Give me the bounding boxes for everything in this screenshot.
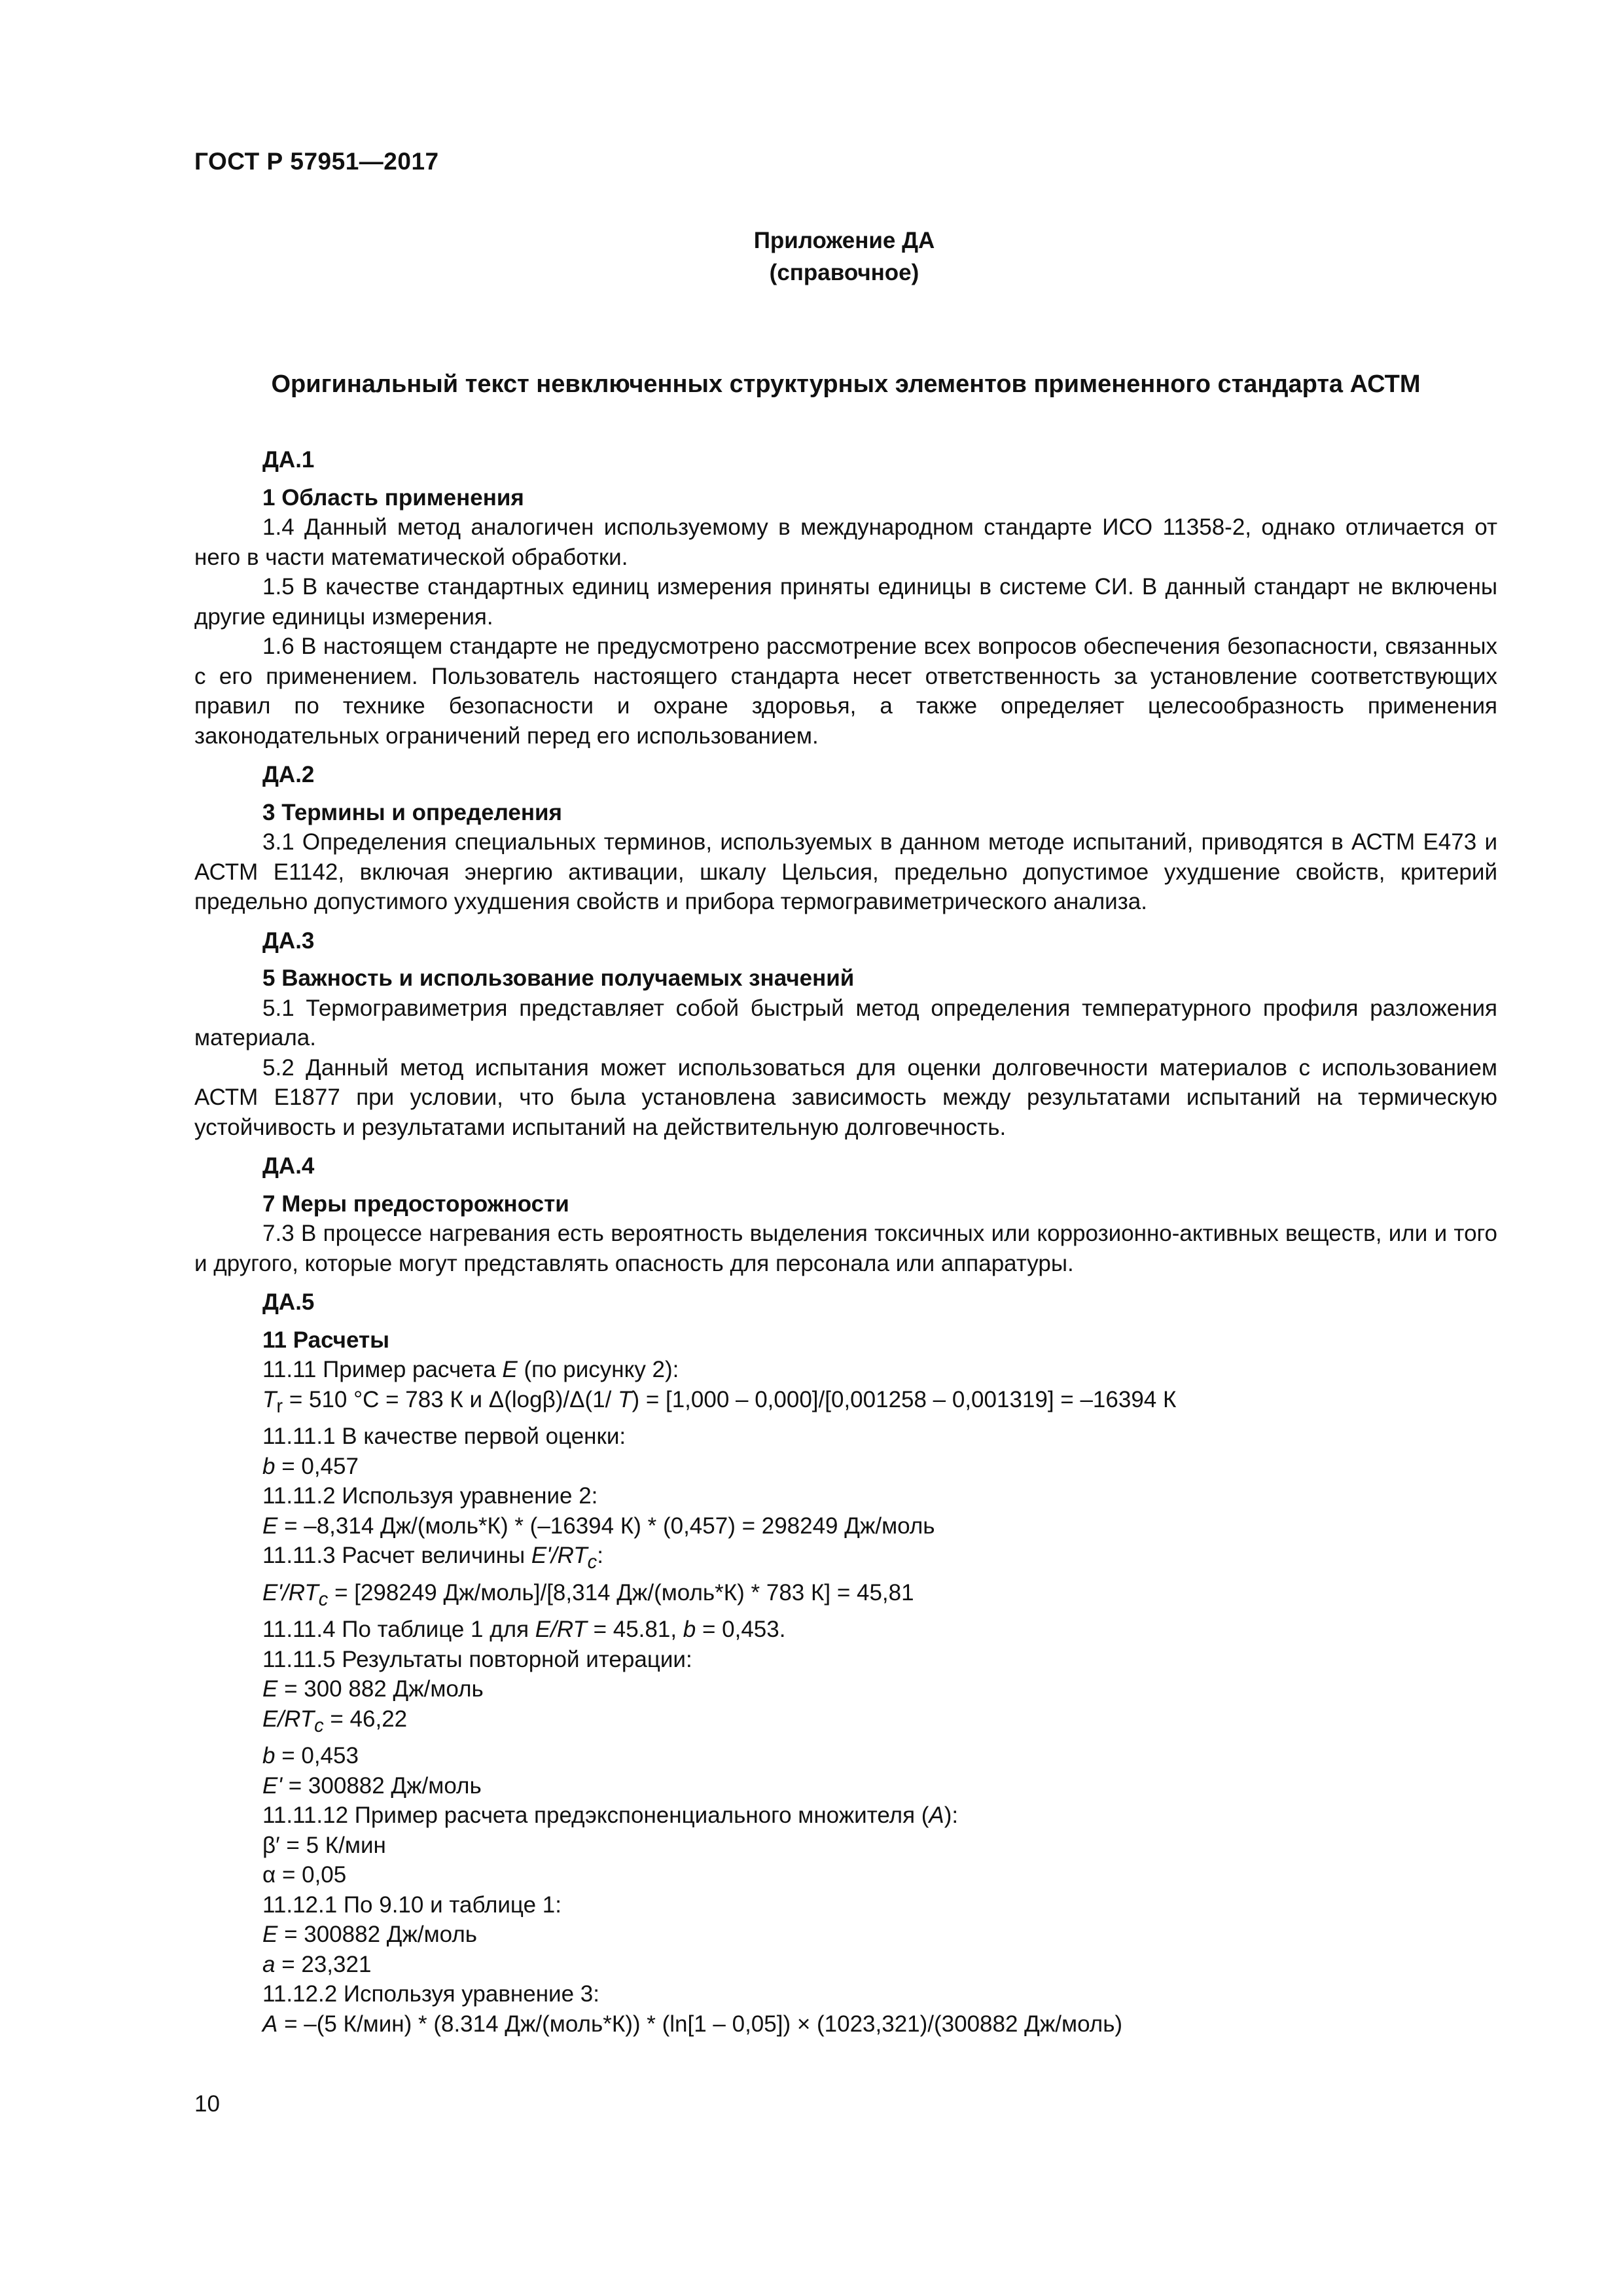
formula-line: 11.11.5 Результаты повторной итерации: — [262, 1646, 692, 1672]
formula-line: E' = 300882 Дж/моль — [262, 1772, 482, 1799]
section-heading-precautions: 7 Меры предосторожности — [262, 1191, 569, 1217]
formula-line: 11.11.3 Расчет величины $E'/RT_c$: — [262, 1543, 603, 1573]
appendix-title: Приложение ДА — [753, 228, 935, 253]
formula-line: b = 0,457 — [262, 1453, 359, 1479]
formula-line: β′ = 5 К/мин — [262, 1832, 386, 1858]
appendix-heading — [0, 224, 1623, 289]
formula-line: E = –8,314 Дж/(моль*К) * (–16394 К) * (0,457) = 298249 Дж/моль — [262, 1513, 935, 1539]
section-id-da5: ДА.5 — [262, 1289, 315, 1315]
formula-line: $E'/RT_c = [298249$ Дж/моль]/[8,314 Дж/(моль*К) * 783 К] = 45,81 — [262, 1579, 914, 1610]
formula-line: a = 23,321 — [262, 1951, 372, 1977]
appendix-subtitle: (справочное) — [769, 260, 919, 285]
document-body — [194, 445, 1497, 2039]
section-id-da1: ДА.1 — [262, 447, 315, 473]
formula-line: A = –(5 К/мин) * (8.314 Дж/(моль*К)) * (ln[1 – 0,05]) × (1023,321)/(300882 Дж/моль) — [262, 2011, 1123, 2037]
formula-line: b = 0,453 — [262, 1743, 359, 1768]
paragraph-1-6: 1.6 В настоящем стандарте не предусмотрено рассмотрение всех вопросов обеспечения безопасности, связанных с его применением. Пользователь настоящего стандарта несет ответственность за установление соответствующих правил по технике безопасности и охране здоровья, а также определяет целесообразность применения законодательных ограничений перед его использованием. — [194, 634, 1497, 749]
section-heading-terms: 3 Термины и определения — [262, 799, 562, 825]
formula-line: 11.11 Пример расчета E (по рисунку 2): — [262, 1357, 679, 1382]
formula-line: α = 0,05 — [262, 1862, 347, 1888]
paragraph-1-4: 1.4 Данный метод аналогичен используемому в международном стандарте ИСО 11358-2, однако отличается от него в части математической обработки. — [194, 514, 1497, 570]
section-heading-calculations: 11 Расчеты — [262, 1327, 389, 1353]
formula-line: 11.11.4 По таблице 1 для E/RT = 45.81, b = 0,453. — [262, 1617, 786, 1642]
section-id-da3: ДА.3 — [262, 927, 315, 954]
main-title: Оригинальный текст невключенных структурных элементов примененного стандарта АСТМ — [271, 370, 1421, 398]
formula-line: 11.12.2 Используя уравнение 3: — [262, 1981, 599, 2007]
formula-line: E = 300882 Дж/моль — [262, 1922, 478, 1947]
formula-line: $T_r = 510$ °С = 783 К и Δ(logβ)/Δ(1/ T) = [1,000 – 0,000]/[0,001258 – 0,001319] = –16394 К — [262, 1386, 1177, 1417]
paragraph-7-3: 7.3 В процессе нагревания есть вероятность выделения токсичных или коррозионно-активных веществ, или и того и другого, которые могут представлять опасность для персонала или аппаратуры. — [194, 1221, 1497, 1276]
page-number: 10 — [194, 2091, 220, 2117]
paragraph-1-5: 1.5 В качестве стандартных единиц измерения приняты единицы в системе СИ. В данный стандарт не включены другие единицы измерения. — [194, 574, 1497, 630]
document-designation: ГОСТ Р 57951—2017 — [194, 148, 439, 175]
formula-line: E = 300 882 Дж/моль — [262, 1676, 484, 1702]
paragraph-3-1: 3.1 Определения специальных терминов, используемых в данном методе испытаний, приводятся в АСТМ Е473 и АСТМ Е1142, включая энергию активации, шкалу Цельсия, предельно допустимое ухудшение свойств, критерий предельно допустимого ухудшения свойств и прибора термогравиметрического анализа. — [194, 829, 1497, 914]
formula-line: 11.11.1 В качестве первой оценки: — [262, 1424, 626, 1449]
paragraph-5-2: 5.2 Данный метод испытания может использоваться для оценки долговечности материалов с использованием АСТМ Е1877 при условии, что была установлена зависимость между результатами испытаний на термическую устойчивость и результатами испытаний на действительную долговечность. — [194, 1054, 1497, 1140]
formula-line: 11.12.1 По 9.10 и таблице 1: — [262, 1892, 562, 1918]
section-heading-scope: 1 Область применения — [262, 484, 524, 511]
section-id-da4: ДА.4 — [262, 1153, 315, 1179]
section-id-da2: ДА.2 — [262, 762, 315, 787]
formula-line: 11.11.2 Используя уравнение 2: — [262, 1483, 598, 1509]
formula-line: 11.11.12 Пример расчета предэкспоненциального множителя (A): — [262, 1803, 959, 1828]
formula-line: $E/RT_c = 46,22$ — [262, 1706, 408, 1736]
section-heading-significance: 5 Важность и использование получаемых значений — [262, 965, 855, 991]
paragraph-5-1: 5.1 Термогравиметрия представляет собой быстрый метод определения температурного профиля разложения материала. — [194, 995, 1497, 1050]
